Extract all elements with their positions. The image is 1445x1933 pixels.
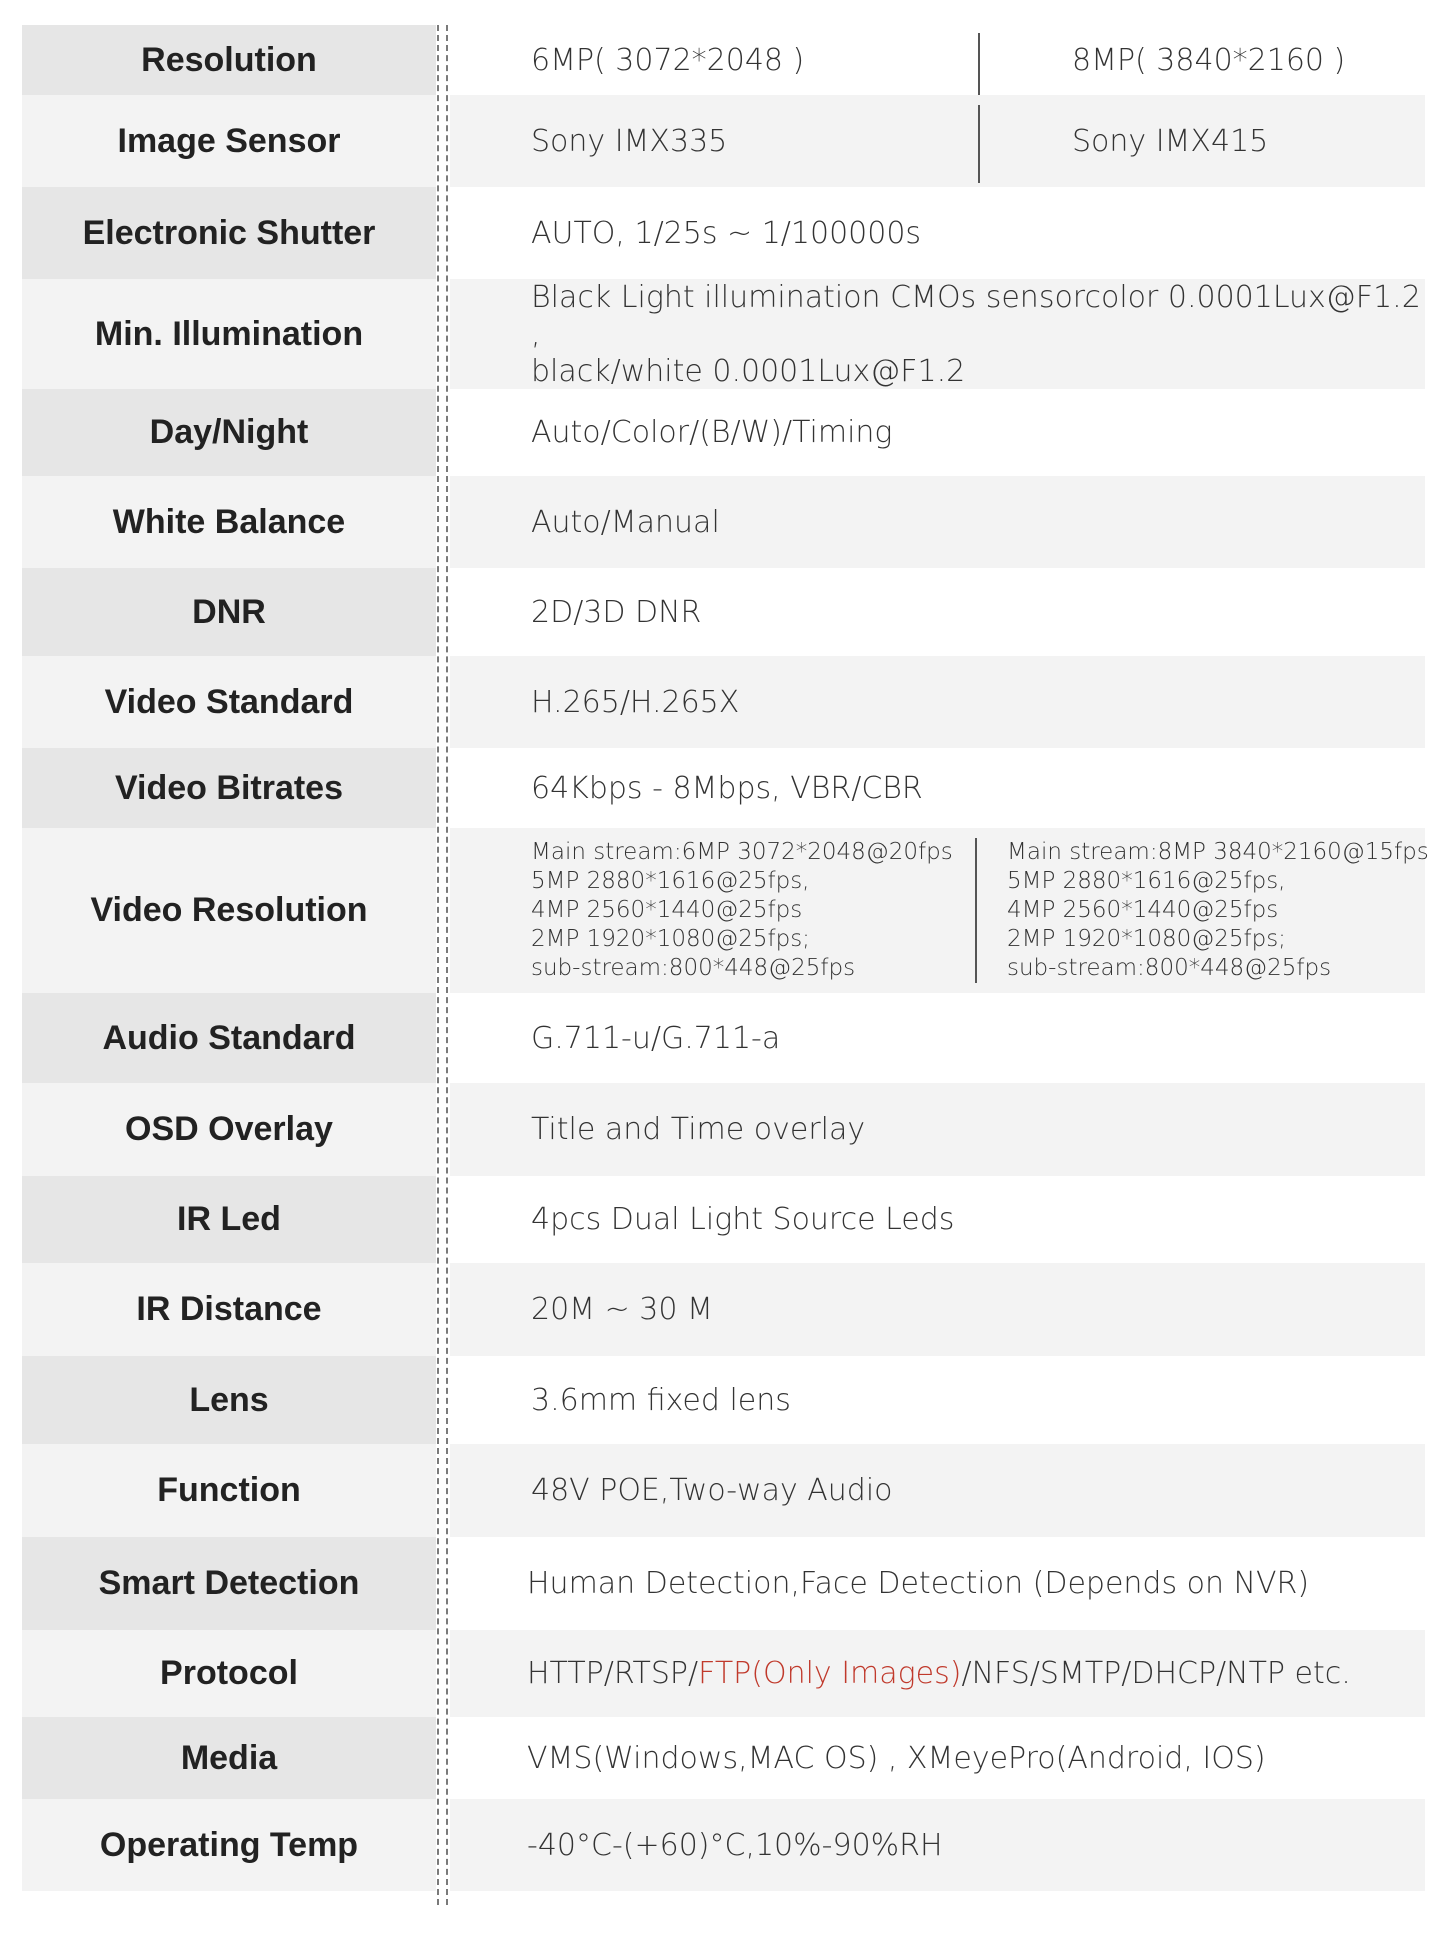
spec-row-audio-standard — [22, 993, 1425, 1083]
spec-value: 4pcs Dual Light Source Leds — [531, 1202, 955, 1237]
spec-label: Lens — [22, 1356, 436, 1444]
spec-value-cell — [450, 748, 1425, 828]
spec-label: IR Led — [22, 1176, 436, 1263]
spec-value: Auto/Manual — [531, 504, 720, 540]
spec-value: H.265/H.265X — [531, 684, 740, 720]
spec-value-6mp: 6MP( 3072*2048 ) — [531, 42, 805, 78]
spec-value-cell — [450, 656, 1425, 748]
spec-row-protocol — [22, 1630, 1425, 1717]
spec-row-media — [22, 1717, 1425, 1799]
spec-row-ir-distance — [22, 1263, 1425, 1356]
dashed-separator-right — [446, 25, 448, 1905]
spec-row-min-illumination — [22, 279, 1425, 389]
spec-label: Function — [22, 1444, 436, 1537]
spec-value — [531, 279, 1425, 390]
spec-value-6mp-streams — [531, 828, 953, 993]
spec-value — [527, 1655, 1351, 1692]
spec-row-smart-detection — [22, 1537, 1425, 1630]
spec-value-cell — [450, 1263, 1425, 1356]
spec-value-cell — [450, 389, 1425, 476]
spec-row-video-bitrates — [22, 748, 1425, 828]
spec-row-operating-temp — [22, 1799, 1425, 1891]
column-divider — [975, 838, 977, 983]
spec-value: 64Kbps - 8Mbps, VBR/CBR — [531, 770, 923, 806]
spec-value: G.711-u/G.711-a — [531, 1020, 781, 1056]
spec-value-cell — [450, 1717, 1425, 1799]
spec-value-cell — [450, 95, 1425, 187]
spec-value-cell — [450, 1630, 1425, 1717]
stream-line: 5MP 2880*1616@25fps, — [531, 868, 810, 894]
spec-label: Media — [22, 1717, 436, 1799]
spec-row-day-night — [22, 389, 1425, 476]
spec-row-ir-led — [22, 1176, 1425, 1263]
spec-value-cell — [450, 1537, 1425, 1630]
stream-line: 2MP 1920*1080@25fps; — [531, 926, 810, 952]
spec-row-image-sensor — [22, 95, 1425, 187]
spec-label: Image Sensor — [22, 95, 436, 187]
spec-table — [22, 25, 1429, 1891]
protocol-text: HTTP/RTSP/ — [527, 1656, 699, 1691]
spec-value-cell — [450, 476, 1425, 568]
stream-line: sub-stream:800*448@25fps — [531, 955, 856, 981]
stream-line: 4MP 2560*1440@25fps — [531, 897, 803, 923]
spec-label: Video Standard — [22, 656, 436, 748]
spec-label: White Balance — [22, 476, 436, 568]
spec-label: Audio Standard — [22, 993, 436, 1083]
spec-value-cell — [450, 279, 1425, 389]
stream-line: 5MP 2880*1616@25fps, — [1007, 868, 1286, 894]
spec-value-6mp: Sony IMX335 — [531, 123, 728, 159]
spec-label: Smart Detection — [22, 1537, 436, 1630]
spec-label: Video Resolution — [22, 828, 436, 993]
spec-label: OSD Overlay — [22, 1083, 436, 1176]
spec-value-cell — [450, 25, 1425, 95]
spec-value-8mp: 8MP( 3840*2160 ) — [1072, 42, 1346, 78]
dashed-separator-left — [437, 25, 439, 1905]
spec-value-line: black/white 0.0001Lux@F1.2 — [531, 353, 966, 389]
spec-row-osd-overlay — [22, 1083, 1425, 1176]
spec-value-cell — [450, 1444, 1425, 1537]
spec-value-8mp: Sony IMX415 — [1072, 123, 1269, 159]
stream-line: Main stream:8MP 3840*2160@15fps — [1007, 839, 1429, 865]
spec-row-white-balance — [22, 476, 1425, 568]
spec-label: DNR — [22, 568, 436, 656]
spec-value-cell — [450, 1083, 1425, 1176]
spec-row-lens — [22, 1356, 1425, 1444]
spec-label: Protocol — [22, 1630, 436, 1717]
spec-row-function — [22, 1444, 1425, 1537]
spec-row-video-standard — [22, 656, 1425, 748]
spec-value: 20M ~ 30 M — [531, 1292, 713, 1327]
spec-value-cell — [450, 1356, 1425, 1444]
stream-line: sub-stream:800*448@25fps — [1007, 955, 1332, 981]
spec-label: Min. Illumination — [22, 279, 436, 389]
spec-value: Human Detection,Face Detection (Depends on NVR) — [527, 1566, 1310, 1601]
protocol-highlight: FTP(Only Images) — [698, 1656, 962, 1691]
spec-value-8mp-streams — [1007, 828, 1429, 993]
spec-value: 3.6mm fixed lens — [531, 1382, 791, 1418]
spec-row-video-resolution — [22, 828, 1429, 993]
stream-line: 4MP 2560*1440@25fps — [1007, 897, 1279, 923]
spec-label: Operating Temp — [22, 1799, 436, 1891]
spec-label: IR Distance — [22, 1263, 436, 1356]
spec-value: Auto/Color/(B/W)/Timing — [531, 415, 893, 450]
spec-value: AUTO, 1/25s ~ 1/100000s — [531, 215, 922, 251]
stream-line: Main stream:6MP 3072*2048@20fps — [531, 839, 953, 865]
spec-row-resolution — [22, 25, 1425, 95]
spec-label: Electronic Shutter — [22, 187, 436, 279]
spec-label: Resolution — [22, 25, 436, 95]
spec-value: Title and Time overlay — [531, 1112, 866, 1147]
column-divider — [978, 105, 980, 183]
spec-label: Day/Night — [22, 389, 436, 476]
spec-label: Video Bitrates — [22, 748, 436, 828]
spec-value-cell — [450, 1176, 1425, 1263]
spec-row-dnr — [22, 568, 1425, 656]
stream-line: 2MP 1920*1080@25fps; — [1007, 926, 1286, 952]
spec-value-cell — [450, 568, 1425, 656]
protocol-text: /NFS/SMTP/DHCP/NTP etc. — [961, 1656, 1351, 1691]
spec-value: -40°C-(+60)°C,10%-90%RH — [527, 1827, 943, 1863]
spec-value: 48V POE,Two-way Audio — [531, 1473, 893, 1508]
spec-value-cell — [450, 187, 1425, 279]
spec-value-cell — [450, 828, 1429, 993]
spec-value-cell — [450, 1799, 1425, 1891]
spec-value: VMS(Windows,MAC OS) , XMeyePro(Android, IOS) — [527, 1740, 1266, 1776]
spec-row-electronic-shutter — [22, 187, 1425, 279]
spec-value-line: Black Light illumination CMOs sensorcolor 0.0001Lux@F1.2 , — [531, 279, 1421, 352]
spec-value: 2D/3D DNR — [531, 594, 702, 630]
spec-value-cell — [450, 993, 1425, 1083]
